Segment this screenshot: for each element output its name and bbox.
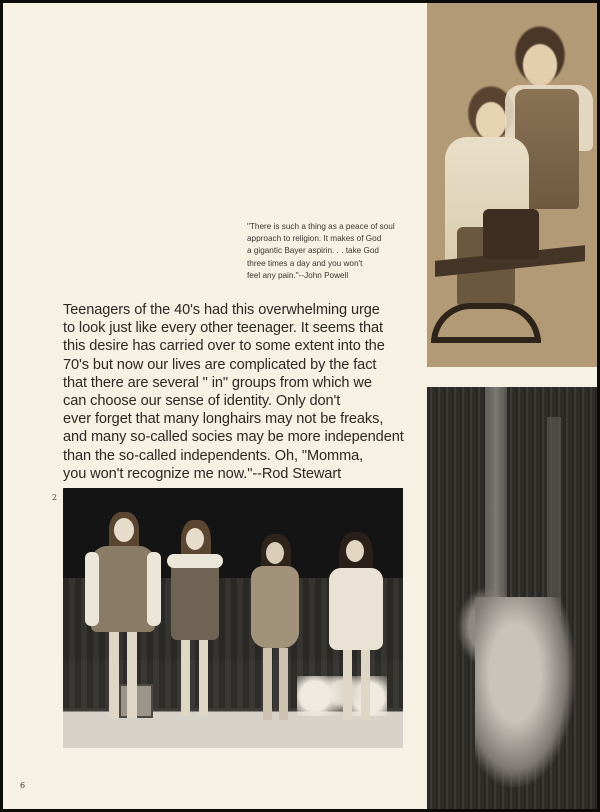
yearbook-page: [3, 3, 597, 809]
blurred-figure: [475, 597, 575, 787]
model-figure: [247, 534, 303, 724]
body-paragraph: Teenagers of the 40's had this overwhelming urge to look just like every other teenager. It seems that this desire has carried over to some extent into the 70's but now our lives are complicated by the fact that there are several " in" groups from which we can choose our sense of identity. Only don't ever forget that many longhairs may not be freaks, and many so-called socies may be more independent than the so-called independents. Oh, "Momma, you won't recognize me now."--Rod Stewart: [63, 302, 404, 482]
pillar: [485, 387, 507, 627]
pillar: [547, 417, 561, 617]
textured-photo: [427, 387, 597, 809]
fashion-show-photo: [63, 488, 403, 748]
model-figure: [167, 520, 223, 720]
couple-photo: [427, 3, 597, 367]
john-powell-quote: "There is such a thing as a peace of soul approach to religion. It makes of God a gigantic Bayer aspirin. . . take God three times a day and you won't feel any pain."--John Powell: [247, 222, 395, 280]
model-figure: [85, 512, 161, 722]
chair: [431, 303, 541, 343]
model-figure: [325, 532, 387, 724]
handbag: [483, 209, 539, 259]
page-number: 6: [20, 781, 26, 790]
figure-number: 2: [52, 493, 58, 502]
